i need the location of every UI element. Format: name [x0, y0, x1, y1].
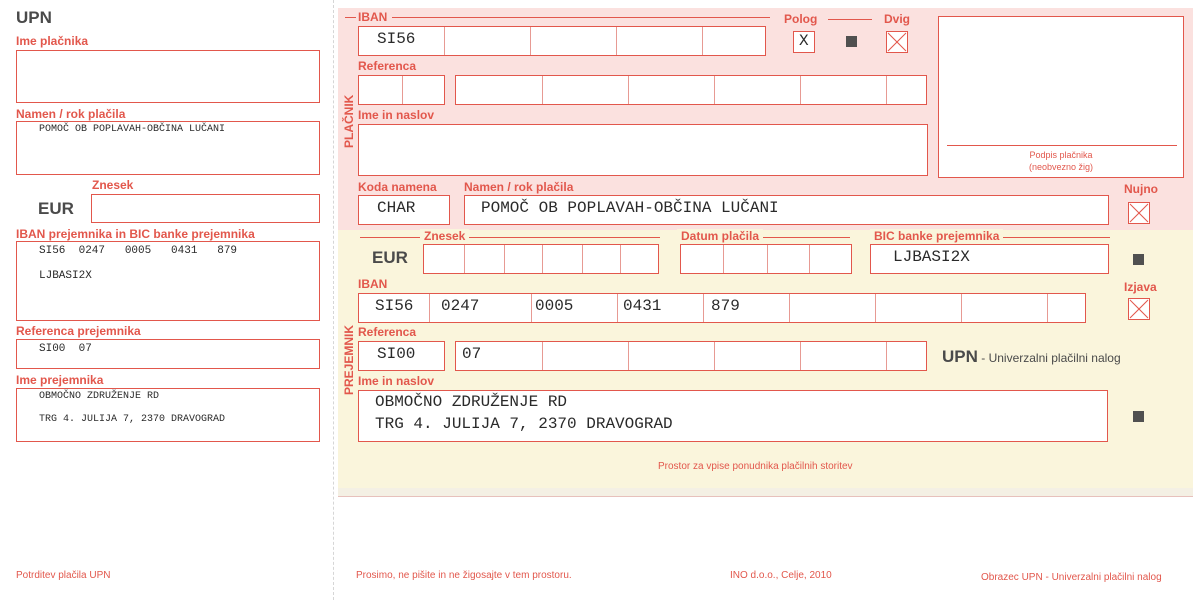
signature-label-1: Podpis plačnika	[1029, 150, 1093, 160]
stub-ref-value: SI00 07	[39, 343, 92, 355]
dvig-cross-icon	[887, 32, 907, 52]
polog-mark: X	[799, 32, 809, 50]
purpose-code-label: Koda namena	[358, 180, 437, 194]
stub-payer-name-field[interactable]	[16, 50, 320, 103]
recipient-name-label: Ime in naslov	[358, 374, 435, 388]
signature-line	[947, 145, 1177, 146]
payer-name-field[interactable]	[358, 124, 928, 176]
payer-iban-rule	[345, 17, 356, 18]
footer-publisher: INO d.o.o., Celje, 2010	[730, 570, 832, 581]
stub-purpose-label: Namen / rok plačila	[16, 107, 126, 121]
stub-bic-value: LJBASI2X	[39, 270, 92, 282]
amount-rule	[360, 237, 660, 238]
stub-recipient-line1: OBMOČNO ZDRUŽENJE RD	[39, 391, 160, 402]
amount-label: Znesek	[420, 229, 469, 243]
recipient-iban-group-1: SI56	[375, 297, 414, 315]
payer-iban-field[interactable]	[358, 26, 766, 56]
stub-title: UPN	[16, 8, 52, 27]
recipient-side-label: PREJEMNIK	[342, 324, 356, 395]
purpose-code-value: CHAR	[377, 199, 416, 217]
provider-space-label: Prostor za vpise ponudnika plačilnih storitev	[658, 461, 853, 472]
lower-blank-area	[338, 497, 1193, 563]
perforation-line	[333, 0, 334, 600]
polog-label: Polog	[784, 12, 818, 26]
bic-field[interactable]	[870, 244, 1109, 274]
payer-ref-label: Referenca	[358, 59, 417, 73]
recipient-ref-model: SI00	[377, 345, 416, 363]
recipient-ref-label: Referenca	[358, 325, 417, 339]
recipient-ref-number-field[interactable]	[455, 341, 927, 371]
recipient-iban-group-2: 0247	[441, 297, 480, 315]
payer-signature-box[interactable]	[938, 16, 1184, 178]
date-label: Datum plačila	[677, 229, 763, 243]
polog-rule	[828, 19, 872, 20]
upn-brand	[942, 347, 1121, 367]
stub-amount-label: Znesek	[92, 178, 134, 192]
stub-iban-value: SI56 0247 0005 0431 879	[39, 245, 238, 257]
izjava-checkbox[interactable]	[1128, 298, 1150, 320]
stub-payer-name-label: Ime plačnika	[16, 34, 89, 48]
izjava-label: Izjava	[1124, 280, 1157, 294]
payer-iban-rule-right	[392, 17, 770, 18]
purpose-code-field[interactable]	[358, 195, 450, 225]
amount-currency: EUR	[372, 248, 408, 267]
date-field[interactable]	[680, 244, 852, 274]
recipient-name-line2: TRG 4. JULIJA 7, 2370 DRAVOGRAD	[375, 415, 673, 433]
stub-currency: EUR	[38, 199, 74, 218]
payer-ref-number-field[interactable]	[455, 75, 927, 105]
stub-recipient-label: Ime prejemnika	[16, 373, 104, 387]
bic-status-square	[1133, 254, 1144, 265]
stub-footer: Potrditev plačila UPN	[16, 570, 111, 581]
recipient-ref-number: 07	[462, 345, 482, 363]
stub-ref-label: Referenca prejemnika	[16, 324, 141, 338]
purpose-value: POMOČ OB POPLAVAH-OBČINA LUČANI	[481, 199, 779, 217]
stub-amount-field[interactable]	[91, 194, 320, 223]
signature-label-2: (neobvezno žig)	[1028, 162, 1094, 172]
underlying-slip-band	[338, 488, 1193, 497]
dvig-checkbox[interactable]	[886, 31, 908, 53]
urgent-label: Nujno	[1124, 182, 1158, 196]
footer-form-name: Obrazec UPN - Univerzalni plačilni nalog	[981, 572, 1162, 583]
stub-recipient-line2: TRG 4. JULIJA 7, 2370 DRAVOGRAD	[39, 414, 226, 425]
recipient-name-line1: OBMOČNO ZDRUŽENJE RD	[375, 393, 568, 411]
payer-ref-model-field[interactable]	[358, 75, 445, 105]
recipient-iban-label: IBAN	[358, 277, 388, 291]
stub-recipient-field[interactable]	[16, 388, 320, 442]
stub-iban-bic-field[interactable]	[16, 241, 320, 321]
dvig-label: Dvig	[884, 12, 911, 26]
stub-ref-field[interactable]	[16, 339, 320, 369]
recipient-iban-group-4: 0431	[623, 297, 662, 315]
stub-iban-bic-label: IBAN prejemnika in BIC banke prejemnika	[16, 227, 255, 241]
upn-brand-text: - Univerzalni plačilni nalog	[977, 351, 1121, 365]
recipient-ref-model-field[interactable]	[358, 341, 445, 371]
stub-purpose-field[interactable]	[16, 121, 320, 175]
payer-iban-label: IBAN	[358, 10, 388, 24]
urgent-checkbox[interactable]	[1128, 202, 1150, 224]
amount-field[interactable]	[423, 244, 659, 274]
payer-iban-value: SI56	[377, 30, 416, 48]
izjava-cross-icon	[1129, 299, 1149, 319]
stub-purpose-value: POMOČ OB POPLAVAH-OBČINA LUČANI	[39, 124, 226, 135]
recipient-iban-field[interactable]	[358, 293, 1086, 323]
upn-brand-logo: UPN	[942, 347, 978, 366]
urgent-cross-icon	[1129, 203, 1149, 223]
purpose-field[interactable]	[464, 195, 1109, 225]
bic-label: BIC banke prejemnika	[870, 229, 1003, 243]
polog-checkbox[interactable]	[793, 31, 815, 53]
polog-dvig-separator-square	[846, 36, 857, 47]
recipient-name-field[interactable]	[358, 390, 1108, 442]
footer-do-not-write: Prosimo, ne pišite in ne žigosajte v tem prostoru.	[356, 570, 572, 581]
recipient-iban-group-3: 0005	[535, 297, 574, 315]
recipient-status-square	[1133, 411, 1144, 422]
purpose-label: Namen / rok plačila	[464, 180, 574, 194]
bic-value: LJBASI2X	[893, 248, 970, 266]
stub-section	[0, 0, 335, 600]
payer-side-label: PLAČNIK	[342, 94, 356, 148]
payer-name-label: Ime in naslov	[358, 108, 435, 122]
recipient-iban-group-5: 879	[711, 297, 740, 315]
